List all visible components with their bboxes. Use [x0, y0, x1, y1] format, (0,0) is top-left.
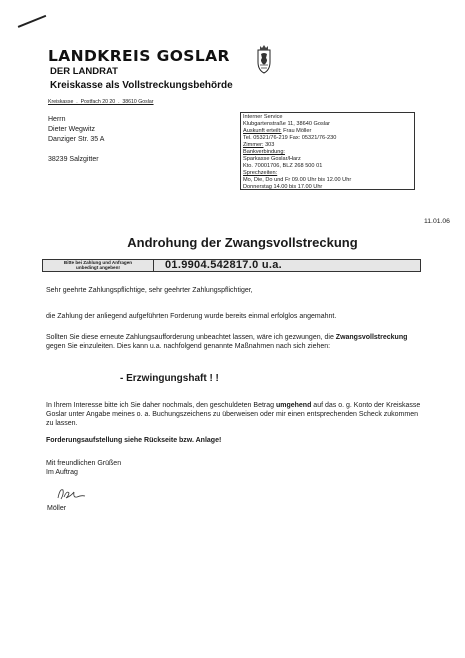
organization-subtitle: DER LANDRAT	[50, 66, 118, 77]
salutation: Sehr geehrte Zahlungspflichtige, sehr geehrter Zahlungspflichtiger,	[46, 287, 253, 294]
pen-stroke-mark	[18, 15, 46, 28]
office-hours-line: Donnerstag 14.00 bis 17.00 Uhr	[243, 184, 323, 190]
recipient-line: 38239 Salzgitter	[48, 156, 99, 163]
contact-person	[243, 128, 412, 135]
coat-of-arms-icon	[256, 44, 272, 74]
letter-date: 11.01.06	[424, 218, 450, 225]
urgency-term: umgehend	[275, 402, 312, 409]
reference-number: 01.9904.542817.0 u.a.	[165, 259, 283, 271]
reference-bar	[42, 259, 421, 272]
office-hours-line: Mo, Die, Do und Fr 09.00 Uhr bis 12.00 Uhr	[243, 177, 352, 183]
enforcement-measure: - Erzwingungshaft ! !	[120, 373, 219, 384]
paragraph-text: Sollten Sie diese erneute Zahlungsaufforderung unbeachtet lassen, wäre ich gezwungen, die	[46, 334, 336, 341]
paragraph-text: gegen Sie einzuleiten. Dies kann u.a. nachfolgend genannte Maßnahmen nach sich ziehen:	[46, 343, 331, 351]
closing-on-behalf: Im Auftrag	[46, 469, 78, 477]
room	[243, 142, 412, 149]
service-label: Interner Service	[243, 114, 283, 120]
bank-label: Bankverbindung:	[243, 149, 285, 155]
service-address: Klubgartenstraße 11, 38640 Goslar	[243, 121, 330, 127]
paragraph-text: auf das o. g. Konto der Kreiskasse Goslar unter Angabe meines o. a. Buchungszeichens zu überweisen oder mir einen entsprechenden Scheck zukommen zu lassen.	[46, 402, 421, 428]
bank-account: Kto. 70001706, BLZ 268 500 01	[243, 163, 323, 169]
letter-title: Androhung der Zwangsvollstreckung	[127, 235, 358, 250]
closing	[46, 459, 426, 477]
office-hours-label: Sprechzeiten:	[243, 170, 278, 176]
recipient-line: Herrn	[48, 116, 66, 123]
paragraph-text: In Ihrem Interesse bitte ich Sie daher nochmals, den geschuldeten Betrag	[46, 402, 276, 409]
paragraph-enforcement	[46, 333, 426, 351]
contact-label: Auskunft erteilt:	[243, 128, 282, 134]
paragraph-reminder: die Zahlung der anliegend aufgeführten Forderung wurde bereits einmal erfolglos angemahnt.	[46, 313, 337, 320]
room-value: 303	[263, 142, 275, 148]
bank-name: Sparkasse Goslar/Harz	[243, 156, 301, 162]
department-name: Kreiskasse als Vollstreckungsbehörde	[50, 80, 233, 91]
recipient-address	[48, 115, 104, 165]
enforcement-term: Zwangsvollstreckung	[335, 334, 408, 341]
reference-hint-line: unbedingt angeben!	[76, 265, 120, 271]
recipient-line: Danziger Str. 35 A	[48, 136, 105, 143]
statement-note: Forderungsaufstellung siehe Rückseite bzw. Anlage!	[46, 437, 222, 444]
contact-info-box	[240, 112, 415, 190]
organization-name: LANDKREIS GOSLAR	[48, 47, 230, 65]
contact-value: Frau Möller	[281, 128, 312, 134]
room-label: Zimmer:	[243, 142, 264, 148]
phone-fax: Tel. 05321/76-219 Fax: 05321/76-230	[243, 135, 337, 141]
recipient-line: Dieter Wegwitz	[48, 126, 95, 133]
paragraph-payment-request	[46, 401, 426, 429]
recipient-line	[48, 145, 104, 155]
signature-image	[55, 484, 89, 504]
reference-hint	[43, 260, 154, 271]
reference-hint-line: Bitte bei Zahlung und Anfragen	[63, 260, 133, 265]
sender-return-address: Kreiskasse . Postfach 20 20 . 38610 Goslar	[48, 99, 154, 105]
closing-greeting: Mit freundlichen Grüßen	[46, 460, 122, 467]
signer-name: Möller	[47, 505, 67, 512]
